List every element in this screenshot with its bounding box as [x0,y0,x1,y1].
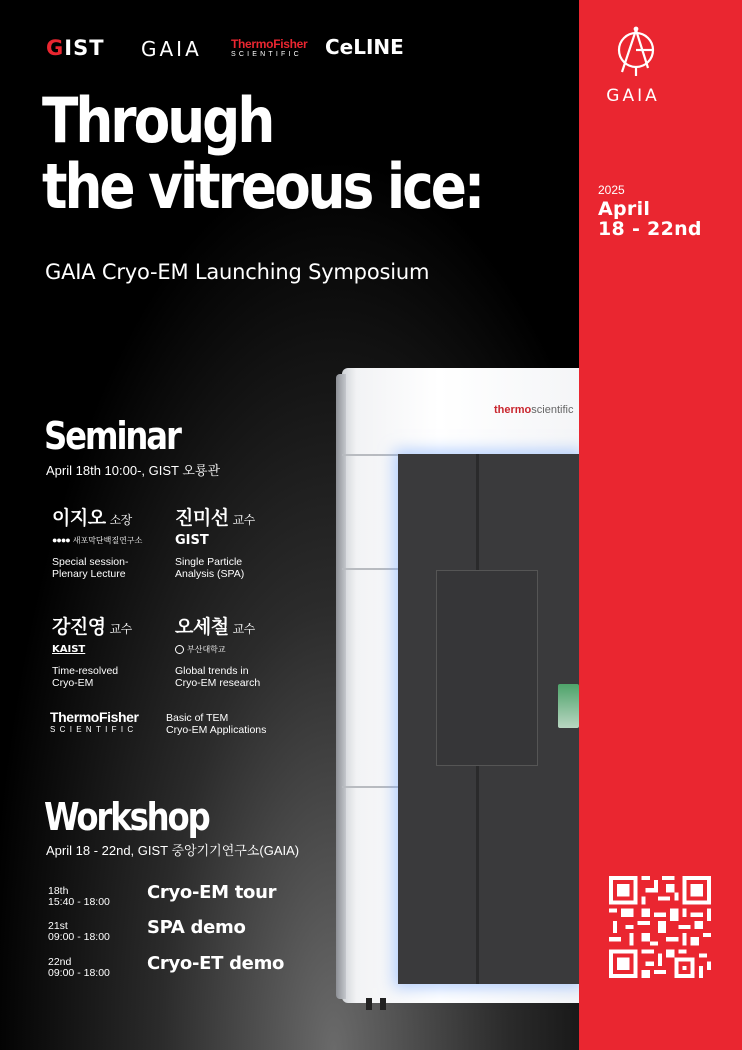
microscope-door [436,570,538,766]
speaker-topic: Single Particle Analysis (SPA) [175,556,245,580]
poster-title [42,84,483,223]
speaker-card [52,612,172,689]
institute-dots-icon: ●●●● [52,535,70,545]
workshop-subtitle: April 18 - 22nd, GIST 중앙기기연구소(GAIA) [46,843,300,858]
speaker-affiliation: 부산대학교 [175,643,295,655]
workshop-title: Workshop [44,795,209,839]
speaker-affiliation: GIST [175,532,209,548]
microscope-seam [342,454,404,456]
thermofisher-logo: ThermoFisher SCIENTIFIC [231,37,308,58]
red-sidebar [579,0,742,1050]
session-title: Cryo-ET demo [147,953,285,974]
speaker-topic: Special session- Plenary Lecture [52,556,129,580]
speaker-card [52,503,172,580]
session-date: 18th 15:40 - 18:00 [48,885,110,908]
session-title: Cryo-EM tour [147,882,277,903]
speaker-name: 오세철 교수 [175,616,255,638]
seminar-title: Seminar [44,414,180,458]
microscope-seam [342,568,404,570]
gaia-wordmark: GAIA [606,86,660,106]
thermofisher-sponsor-logo: ThermoFisher SCIENTIFIC [50,709,139,734]
gaia-logo: GAIA [141,37,202,61]
title-line-1: Through [42,84,273,157]
microscope-brand: thermoscientific [494,404,574,416]
title-line-2: the vitreous ice: [42,150,483,223]
gaia-emblem-icon [608,24,664,80]
gist-logo: GIST [46,36,105,60]
cryo-em-microscope-image [336,368,579,1008]
session-date: 21st 09:00 - 18:00 [48,920,110,943]
university-seal-icon [175,645,184,654]
microscope-seam [342,786,404,788]
speaker-affiliation: KAIST [52,643,86,655]
event-year: 2025 [598,183,625,197]
session-title: SPA demo [147,917,246,938]
event-dates: April 18 - 22nd [598,198,702,240]
speaker-name: 진미선 교수 [175,507,255,529]
speaker-topic: Global trends in Cryo-EM research [175,665,261,689]
microscope-screen [558,684,579,728]
speaker-name: 강진영 교수 [52,616,132,638]
speaker-card [175,503,295,580]
poster-subtitle: GAIA Cryo-EM Launching Symposium [45,260,430,284]
session-date: 22nd 09:00 - 18:00 [48,956,110,979]
microscope-foot [380,998,386,1010]
microscope-foot [366,998,372,1010]
qr-code-icon[interactable] [609,876,711,978]
celine-logo: CeLINE [325,35,404,59]
speaker-name: 이지오 소장 [52,507,132,529]
microscope-edge [336,374,346,999]
speaker-affiliation: ●●●● 새포막단백질연구소 [52,535,143,545]
speaker-topic: Time-resolved Cryo-EM [52,665,119,689]
sponsor-topic: Basic of TEM Cryo-EM Applications [166,712,267,736]
speaker-card [175,612,295,689]
seminar-subtitle: April 18th 10:00-, GIST 오룡관 [46,463,221,478]
